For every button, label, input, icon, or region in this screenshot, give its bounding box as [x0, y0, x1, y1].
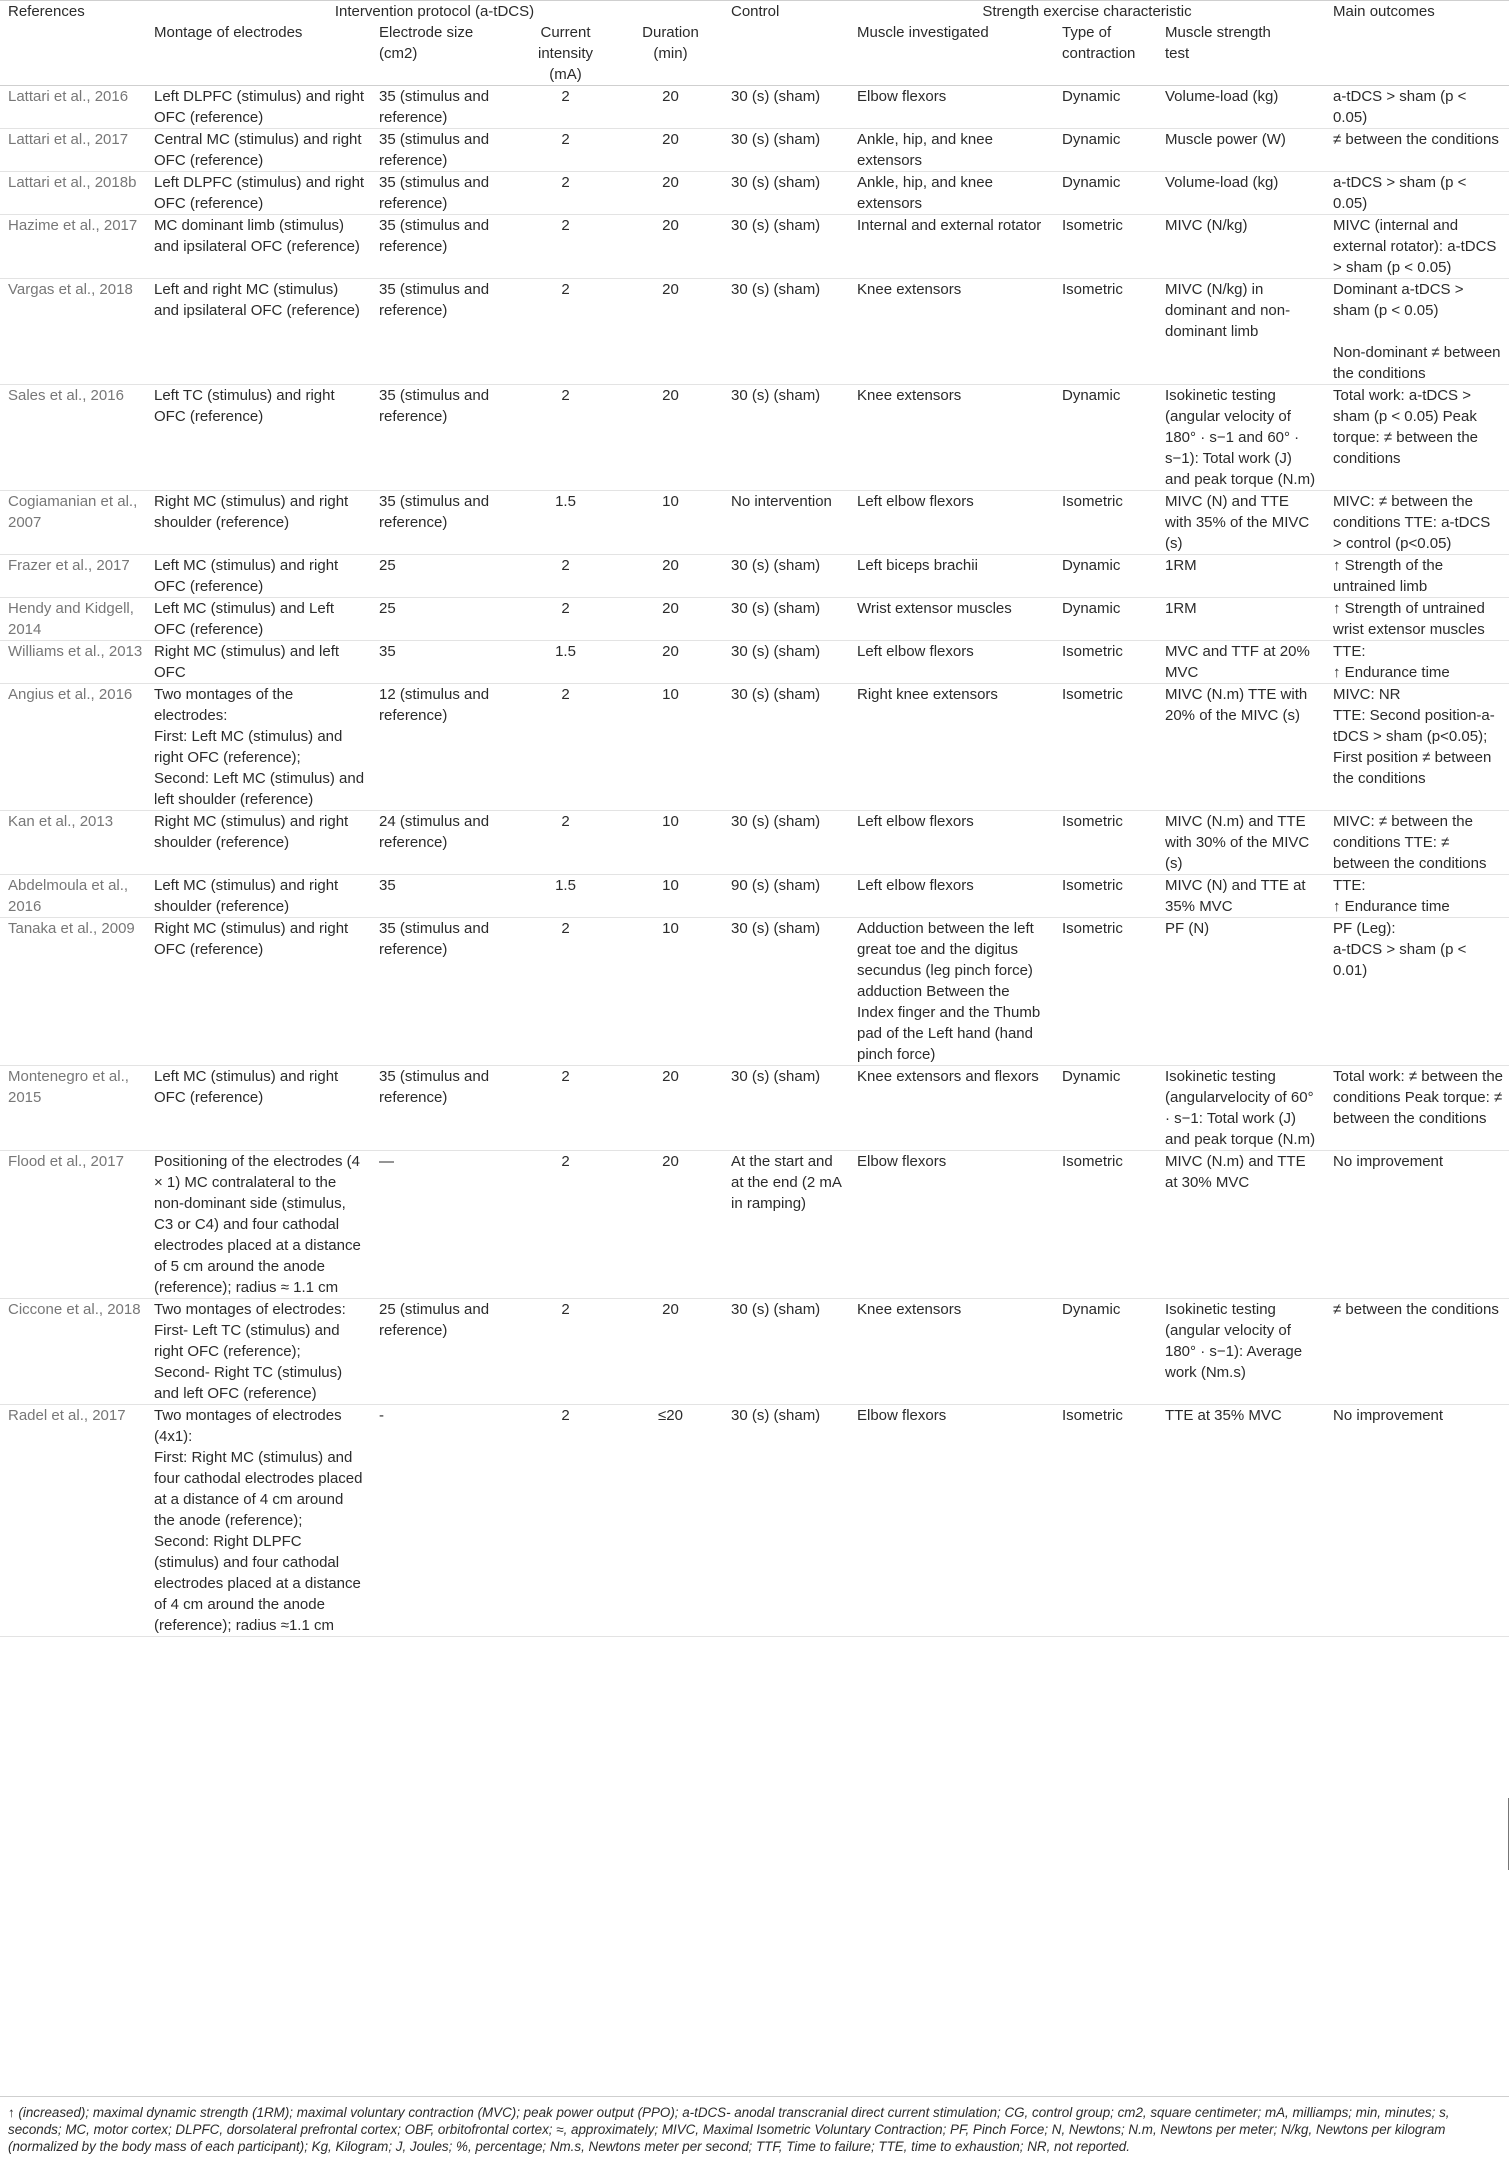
cell-electrode-size: 24 (stimulus and reference)	[379, 813, 490, 851]
header-duration: Duration (min)	[618, 22, 723, 86]
cell-test: MIVC (N/kg) in dominant and non-dominant limb	[1165, 281, 1291, 340]
cell-reference: Lattari et al., 2018b	[8, 174, 137, 191]
cell-control: 30 (s) (sham)	[731, 686, 821, 703]
table-row	[0, 1151, 1509, 1299]
cell-duration: 20	[662, 88, 679, 105]
cell-duration: 20	[662, 387, 679, 404]
table-row	[0, 598, 1509, 641]
cell-current: 2	[561, 920, 570, 937]
cell-muscle: Right knee extensors	[857, 686, 998, 703]
cell-contraction: Isometric	[1062, 1407, 1123, 1424]
cell-electrode-size: 35 (stimulus and reference)	[379, 281, 490, 319]
cell-outcome: TTE: ↑ Endurance time	[1333, 877, 1450, 915]
cell-muscle: Left elbow flexors	[857, 493, 974, 510]
table-row	[0, 172, 1509, 215]
cell-test: TTE at 35% MVC	[1165, 1407, 1282, 1424]
cell-current: 2	[561, 387, 570, 404]
cell-contraction: Dynamic	[1062, 557, 1121, 574]
cell-duration: 20	[662, 217, 679, 234]
cell-montage: Two montages of electrodes: First- Left TC (stimulus) and right OFC (reference); Second- Right TC (stimulus) and left OFC (reference)	[154, 1301, 346, 1402]
table-row	[0, 279, 1509, 385]
header-current: Current intensity (mA)	[513, 22, 618, 86]
cell-test: Isokinetic testing (angular velocity of 180° · s−1 and 60° · s−1): Total work (J) and peak torque (N.m)	[1165, 387, 1316, 488]
cell-reference: Lattari et al., 2016	[8, 88, 129, 105]
cell-montage: Positioning of the electrodes (4 × 1) MC contralateral to the non-dominant side (stimulus, C3 or C4) and four cathodal electrodes placed at a distance of 5 cm around the anode (reference); radius ≈ 1.1 cm	[154, 1153, 361, 1296]
cell-reference: Abdelmoula et al., 2016	[8, 877, 129, 915]
cell-duration: 20	[662, 1301, 679, 1318]
cell-montage: Left DLPFC (stimulus) and right OFC (reference)	[154, 174, 365, 212]
cell-muscle: Ankle, hip, and knee extensors	[857, 174, 993, 212]
table-row	[0, 1066, 1509, 1151]
cell-outcome: Dominant a-tDCS > sham (p < 0.05) Non-dominant ≠ between the conditions	[1333, 281, 1501, 382]
cell-montage: Right MC (stimulus) and right shoulder (reference)	[154, 493, 349, 531]
cell-test: Isokinetic testing (angularvelocity of 60° · s−1: Total work (J) and peak torque (N.m)	[1165, 1068, 1316, 1148]
cell-reference: Montenegro et al., 2015	[8, 1068, 129, 1106]
cell-control: 90 (s) (sham)	[731, 877, 821, 894]
cell-contraction: Isometric	[1062, 217, 1123, 234]
cell-reference: Radel et al., 2017	[8, 1407, 126, 1424]
cell-muscle: Wrist extensor muscles	[857, 600, 1012, 617]
cell-test: Volume-load (kg)	[1165, 88, 1279, 105]
cell-montage: Left MC (stimulus) and Left OFC (reference)	[154, 600, 335, 638]
cell-test: 1RM	[1165, 557, 1197, 574]
cell-reference: Hazime et al., 2017	[8, 217, 138, 234]
table-row	[0, 385, 1509, 491]
cell-muscle: Adduction between the left great toe and the digitus secundus (leg pinch force) adduction Between the Index finger and the Thumb pad of the Left hand (hand pinch force)	[857, 920, 1041, 1063]
cell-outcome: a-tDCS > sham (p < 0.05)	[1333, 174, 1467, 212]
cell-control: 30 (s) (sham)	[731, 813, 821, 830]
cell-contraction: Dynamic	[1062, 387, 1121, 404]
table-row	[0, 555, 1509, 598]
cell-contraction: Isometric	[1062, 281, 1123, 298]
cell-outcome: Total work: ≠ between the conditions Peak torque: ≠ between the conditions	[1333, 1068, 1504, 1127]
cell-test: PF (N)	[1165, 920, 1210, 937]
cell-contraction: Isometric	[1062, 813, 1123, 830]
cell-muscle: Left elbow flexors	[857, 643, 974, 660]
cell-reference: Kan et al., 2013	[8, 813, 114, 830]
cell-outcome: ↑ Strength of untrained wrist extensor muscles	[1333, 600, 1485, 638]
cell-control: 30 (s) (sham)	[731, 643, 821, 660]
cell-current: 2	[561, 1153, 570, 1170]
cell-duration: 20	[662, 600, 679, 617]
cell-contraction: Dynamic	[1062, 131, 1121, 148]
cell-reference: Ciccone et al., 2018	[8, 1301, 141, 1318]
cell-duration: 20	[662, 557, 679, 574]
cell-muscle: Ankle, hip, and knee extensors	[857, 131, 993, 169]
cell-outcome: a-tDCS > sham (p < 0.05)	[1333, 88, 1467, 126]
cell-current: 2	[561, 131, 570, 148]
table-row	[0, 491, 1509, 555]
cell-current: 2	[561, 686, 570, 703]
cell-montage: MC dominant limb (stimulus) and ipsilateral OFC (reference)	[154, 217, 360, 255]
cell-duration: 20	[662, 131, 679, 148]
header-strength: Strength exercise characteristic	[849, 1, 1325, 23]
table-row	[0, 811, 1509, 875]
cell-control: 30 (s) (sham)	[731, 1407, 821, 1424]
cell-duration: ≤20	[658, 1407, 683, 1424]
header-intervention: Intervention protocol (a-tDCS)	[146, 1, 723, 23]
cell-test: MIVC (N.m) TTE with 20% of the MIVC (s)	[1165, 686, 1308, 724]
table-row	[0, 1405, 1509, 1637]
cell-electrode-size: -	[379, 1407, 384, 1424]
cell-test: MIVC (N.m) and TTE at 30% MVC	[1165, 1153, 1306, 1191]
cell-current: 1.5	[555, 877, 576, 894]
cell-current: 2	[561, 1068, 570, 1085]
cell-montage: Right MC (stimulus) and right OFC (reference)	[154, 920, 349, 958]
table-row	[0, 875, 1509, 918]
cell-montage: Left MC (stimulus) and right OFC (reference)	[154, 557, 339, 595]
cell-montage: Left MC (stimulus) and right OFC (reference)	[154, 1068, 339, 1106]
header-outcomes: Main outcomes	[1325, 1, 1509, 23]
cell-reference: Tanaka et al., 2009	[8, 920, 135, 937]
cell-electrode-size: 25	[379, 600, 396, 617]
cell-current: 2	[561, 281, 570, 298]
cell-outcome: MIVC: ≠ between the conditions TTE: a-tDCS > control (p<0.05)	[1333, 493, 1491, 552]
cell-control: At the start and at the end (2 mA in ramping)	[731, 1153, 842, 1212]
cell-duration: 10	[662, 813, 679, 830]
cell-current: 1.5	[555, 643, 576, 660]
cell-muscle: Elbow flexors	[857, 88, 947, 105]
cell-current: 2	[561, 813, 570, 830]
cell-test: MIVC (N) and TTE with 35% of the MIVC (s)	[1165, 493, 1310, 552]
cell-duration: 20	[662, 1068, 679, 1085]
cell-test: MIVC (N) and TTE at 35% MVC	[1165, 877, 1306, 915]
cell-reference: Frazer et al., 2017	[8, 557, 130, 574]
header-references: References	[0, 1, 146, 23]
cell-electrode-size: —	[379, 1153, 394, 1170]
table-row	[0, 1299, 1509, 1405]
table-row	[0, 129, 1509, 172]
cell-reference: Sales et al., 2016	[8, 387, 124, 404]
cell-current: 2	[561, 1301, 570, 1318]
cell-outcome: MIVC (internal and external rotator): a-tDCS > sham (p < 0.05)	[1333, 217, 1497, 276]
cell-outcome: Total work: a-tDCS > sham (p < 0.05) Peak torque: ≠ between the conditions	[1333, 387, 1479, 467]
cell-outcome: No improvement	[1333, 1153, 1444, 1170]
cell-montage: Left TC (stimulus) and right OFC (reference)	[154, 387, 335, 425]
cell-electrode-size: 25	[379, 557, 396, 574]
cell-reference: Flood et al., 2017	[8, 1153, 124, 1170]
cell-reference: Cogiamanian et al., 2007	[8, 493, 138, 531]
table-row	[0, 641, 1509, 684]
cell-montage: Right MC (stimulus) and left OFC	[154, 643, 340, 681]
cell-current: 2	[561, 174, 570, 191]
cell-current: 2	[561, 217, 570, 234]
cell-duration: 20	[662, 174, 679, 191]
cell-muscle: Left elbow flexors	[857, 877, 974, 894]
cell-outcome: ≠ between the conditions	[1333, 1301, 1499, 1318]
cell-contraction: Isometric	[1062, 493, 1123, 510]
cell-montage: Right MC (stimulus) and right shoulder (reference)	[154, 813, 349, 851]
cell-electrode-size: 35 (stimulus and reference)	[379, 217, 490, 255]
cell-test: MIVC (N/kg)	[1165, 217, 1248, 234]
cell-electrode-size: 35 (stimulus and reference)	[379, 1068, 490, 1106]
cell-contraction: Isometric	[1062, 686, 1123, 703]
cell-montage: Two montages of the electrodes: First: Left MC (stimulus) and right OFC (reference); Second: Left MC (stimulus) and left shoulder (reference)	[154, 686, 365, 808]
table-footnote: ↑ (increased); maximal dynamic strength (1RM); maximal voluntary contraction (MVC); peak power output (PPO); a-tDCS- anodal transcranial direct current stimulation; CG, control group; cm2, square centimeter; mA, milliamps; min, minutes; s, seconds; MC, motor cortex; DLPFC, dorsolateral prefrontal cortex; OBF, orbitofrontal cortex; ≈, approximately; MIVC, Maximal Isometric Voluntary Contraction; PF, Pinch Force; N, Newtons; N.m, Newtons per meter; N/kg, Newtons per kilogram (normalized by the body mass of each participant); Kg, Kilogram; J, Joules; %, percentage; Nm.s, Newtons meter per second; TTF, Time to failure; TTE, time to exhaustion; NR, not reported.	[8, 2105, 1450, 2154]
cell-contraction: Dynamic	[1062, 1068, 1121, 1085]
cell-electrode-size: 35	[379, 643, 396, 660]
cell-outcome: PF (Leg): a-tDCS > sham (p < 0.01)	[1333, 920, 1467, 979]
cell-muscle: Internal and external rotator	[857, 217, 1042, 234]
cell-control: 30 (s) (sham)	[731, 281, 821, 298]
cell-montage: Left DLPFC (stimulus) and right OFC (reference)	[154, 88, 365, 126]
cell-current: 2	[561, 557, 570, 574]
cell-control: 30 (s) (sham)	[731, 557, 821, 574]
cell-control: 30 (s) (sham)	[731, 920, 821, 937]
cell-electrode-size: 12 (stimulus and reference)	[379, 686, 490, 724]
cell-muscle: Knee extensors	[857, 387, 962, 404]
cell-current: 2	[561, 1407, 570, 1424]
cell-outcome: TTE: ↑ Endurance time	[1333, 643, 1450, 681]
cell-control: 30 (s) (sham)	[731, 174, 821, 191]
cell-duration: 10	[662, 493, 679, 510]
cell-contraction: Isometric	[1062, 1153, 1123, 1170]
table-row	[0, 684, 1509, 811]
cell-duration: 20	[662, 1153, 679, 1170]
cell-test: MIVC (N.m) and TTE with 30% of the MIVC (s)	[1165, 813, 1310, 872]
header-contraction: Type of contraction	[1054, 22, 1157, 86]
cell-current: 1.5	[555, 493, 576, 510]
table-row	[0, 918, 1509, 1066]
cell-test: Volume-load (kg)	[1165, 174, 1279, 191]
cell-contraction: Dynamic	[1062, 1301, 1121, 1318]
cell-muscle: Knee extensors	[857, 1301, 962, 1318]
cell-outcome: MIVC: NR TTE: Second position-a-tDCS > sham (p<0.05); First position ≠ between the conditions	[1333, 686, 1495, 787]
cell-electrode-size: 35 (stimulus and reference)	[379, 88, 490, 126]
cell-reference: Vargas et al., 2018	[8, 281, 133, 298]
cell-montage: Two montages of electrodes (4x1): First: Right MC (stimulus) and four cathodal electrodes placed at a distance of 4 cm around the anode (reference); Second: Right DLPFC (stimulus) and four cathodal electrodes placed at a distance of 4 cm around the anode (reference); radius ≈1.1 cm	[154, 1407, 363, 1634]
table-body	[0, 86, 1509, 1637]
cell-contraction: Isometric	[1062, 877, 1123, 894]
cell-current: 2	[561, 600, 570, 617]
cell-contraction: Dynamic	[1062, 174, 1121, 191]
cell-contraction: Isometric	[1062, 643, 1123, 660]
cell-reference: Williams et al., 2013	[8, 643, 143, 660]
cell-contraction: Dynamic	[1062, 600, 1121, 617]
header-control: Control	[723, 1, 849, 23]
cell-reference: Hendy and Kidgell, 2014	[8, 600, 134, 638]
cell-duration: 10	[662, 686, 679, 703]
cell-montage: Left and right MC (stimulus) and ipsilateral OFC (reference)	[154, 281, 360, 319]
cell-electrode-size: 35 (stimulus and reference)	[379, 493, 490, 531]
header-test: Muscle strength test	[1157, 22, 1325, 86]
cell-test: MVC and TTF at 20% MVC	[1165, 643, 1310, 681]
cell-montage: Left MC (stimulus) and right shoulder (reference)	[154, 877, 339, 915]
cell-control: 30 (s) (sham)	[731, 1068, 821, 1085]
cell-outcome: ↑ Strength of the untrained limb	[1333, 557, 1444, 595]
cell-duration: 20	[662, 281, 679, 298]
cell-muscle: Left elbow flexors	[857, 813, 974, 830]
cell-muscle: Left biceps brachii	[857, 557, 978, 574]
cell-electrode-size: 35 (stimulus and reference)	[379, 174, 490, 212]
cell-current: 2	[561, 88, 570, 105]
cell-control: 30 (s) (sham)	[731, 1301, 821, 1318]
cell-electrode-size: 35 (stimulus and reference)	[379, 387, 490, 425]
cell-reference: Angius et al., 2016	[8, 686, 133, 703]
cell-control: 30 (s) (sham)	[731, 217, 821, 234]
cell-control: 30 (s) (sham)	[731, 600, 821, 617]
cell-test: Muscle power (W)	[1165, 131, 1286, 148]
cell-outcome: No improvement	[1333, 1407, 1444, 1424]
cell-control: 30 (s) (sham)	[731, 131, 821, 148]
cell-contraction: Dynamic	[1062, 88, 1121, 105]
cell-electrode-size: 35 (stimulus and reference)	[379, 131, 490, 169]
table-row	[0, 86, 1509, 129]
cell-control: 30 (s) (sham)	[731, 88, 821, 105]
cell-test: 1RM	[1165, 600, 1197, 617]
cell-duration: 10	[662, 920, 679, 937]
cell-electrode-size: 35 (stimulus and reference)	[379, 920, 490, 958]
cell-reference: Lattari et al., 2017	[8, 131, 129, 148]
cell-outcome: MIVC: ≠ between the conditions TTE: ≠ between the conditions	[1333, 813, 1487, 872]
cell-control: 30 (s) (sham)	[731, 387, 821, 404]
cell-muscle: Elbow flexors	[857, 1153, 947, 1170]
cell-outcome: ≠ between the conditions	[1333, 131, 1499, 148]
header-montage: Montage of electrodes	[146, 22, 371, 86]
cell-test: Isokinetic testing (angular velocity of 180° · s−1): Average work (Nm.s)	[1165, 1301, 1303, 1381]
cell-electrode-size: 25 (stimulus and reference)	[379, 1301, 490, 1339]
table-row	[0, 215, 1509, 279]
cell-duration: 20	[662, 643, 679, 660]
cell-muscle: Elbow flexors	[857, 1407, 947, 1424]
cell-duration: 10	[662, 877, 679, 894]
header-electrode-size: Electrode size (cm2)	[371, 22, 513, 86]
cell-control: No intervention	[731, 493, 832, 510]
table-bottom-rule	[0, 2096, 1509, 2097]
cell-muscle: Knee extensors	[857, 281, 962, 298]
cell-electrode-size: 35	[379, 877, 396, 894]
cell-contraction: Isometric	[1062, 920, 1123, 937]
cell-muscle: Knee extensors and flexors	[857, 1068, 1039, 1085]
header-muscle: Muscle investigated	[849, 22, 1054, 86]
cell-montage: Central MC (stimulus) and right OFC (reference)	[154, 131, 362, 169]
